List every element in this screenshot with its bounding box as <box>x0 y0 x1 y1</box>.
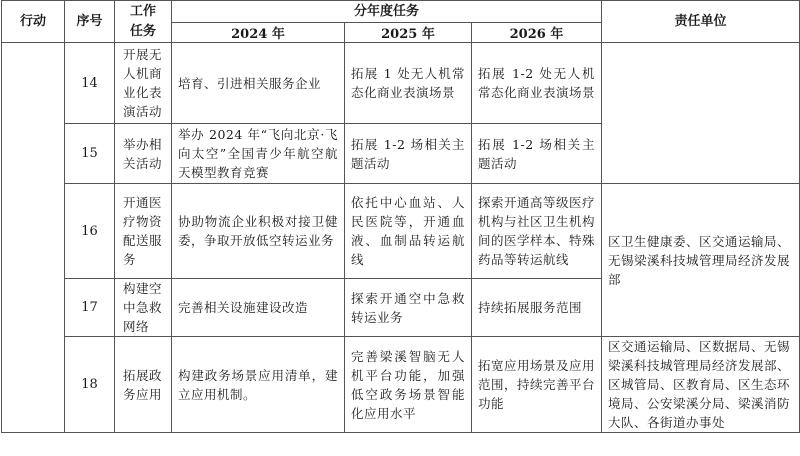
row-2024-task: 培育、引进相关服务企业 <box>172 43 345 124</box>
row-task: 构建空中急救网络 <box>115 279 172 337</box>
row-2026-task: 拓宽应用场景及应用范围，持续完善平台功能 <box>472 337 602 433</box>
header-action: 行动 <box>2 1 65 43</box>
task-table <box>1 0 800 433</box>
table-row <box>2 337 800 433</box>
header-task: 工作任务 <box>115 1 172 43</box>
header-year-2024: 2024 年 <box>172 23 345 43</box>
row-2025-task: 拓展 1-2 场相关主题活动 <box>345 124 472 184</box>
row-task: 拓展政务应用 <box>115 337 172 433</box>
row-responsible-unit: 区交通运输局、区数据局、无锡梁溪科技城管理局经济发展部、区城管局、区教育局、区生态环境局、公安梁溪分局、梁溪消防大队、各街道办事处 <box>602 337 800 433</box>
row-2024-task: 举办 2024 年“飞向北京·飞向太空”全国青少年航空航天模型教育竞赛 <box>172 124 345 184</box>
row-index: 16 <box>65 184 115 279</box>
row-index: 14 <box>65 43 115 124</box>
row-2025-task: 拓展 1 处无人机常态化商业表演场景 <box>345 43 472 124</box>
row-2025-task: 探索开通空中急救转运业务 <box>345 279 472 337</box>
row-index: 17 <box>65 279 115 337</box>
row-2026-task: 持续拓展服务范围 <box>472 279 602 337</box>
row-2025-task: 依托中心血站、人民医院等，开通血液、血制品转运航线 <box>345 184 472 279</box>
row-2024-task: 构建政务场景应用清单，建立应用机制。 <box>172 337 345 433</box>
row-task: 举办相关活动 <box>115 124 172 184</box>
row-2026-task: 拓展 1-2 处无人机常态化商业表演场景 <box>472 43 602 124</box>
header-year-2025: 2025 年 <box>345 23 472 43</box>
row-task: 开展无人机商业化表演活动 <box>115 43 172 124</box>
table-row <box>2 184 800 279</box>
header-index: 序号 <box>65 1 115 43</box>
table-row <box>2 43 800 124</box>
row-2024-task: 完善相关设施建设改造 <box>172 279 345 337</box>
row-2026-task: 拓展 1-2 场相关主题活动 <box>472 124 602 184</box>
action-cell <box>2 43 65 433</box>
row-2026-task: 探索开通高等级医疗机构与社区卫生机构间的医学样本、特殊药品等转运航线 <box>472 184 602 279</box>
header-year-2026: 2026 年 <box>472 23 602 43</box>
row-task: 开通医疗物资配送服务 <box>115 184 172 279</box>
header-annual-tasks: 分年度任务 <box>172 1 602 23</box>
row-index: 15 <box>65 124 115 184</box>
header-responsible-unit: 责任单位 <box>602 1 800 43</box>
row-responsible-unit: 区卫生健康委、区交通运输局、无锡梁溪科技城管理局经济发展部 <box>602 184 800 337</box>
row-responsible-unit <box>602 43 800 184</box>
row-2024-task: 协助物流企业积极对接卫健委，争取开放低空转运业务 <box>172 184 345 279</box>
row-2025-task: 完善梁溪智脑无人机平台功能，加强低空政务场景智能化应用水平 <box>345 337 472 433</box>
row-index: 18 <box>65 337 115 433</box>
